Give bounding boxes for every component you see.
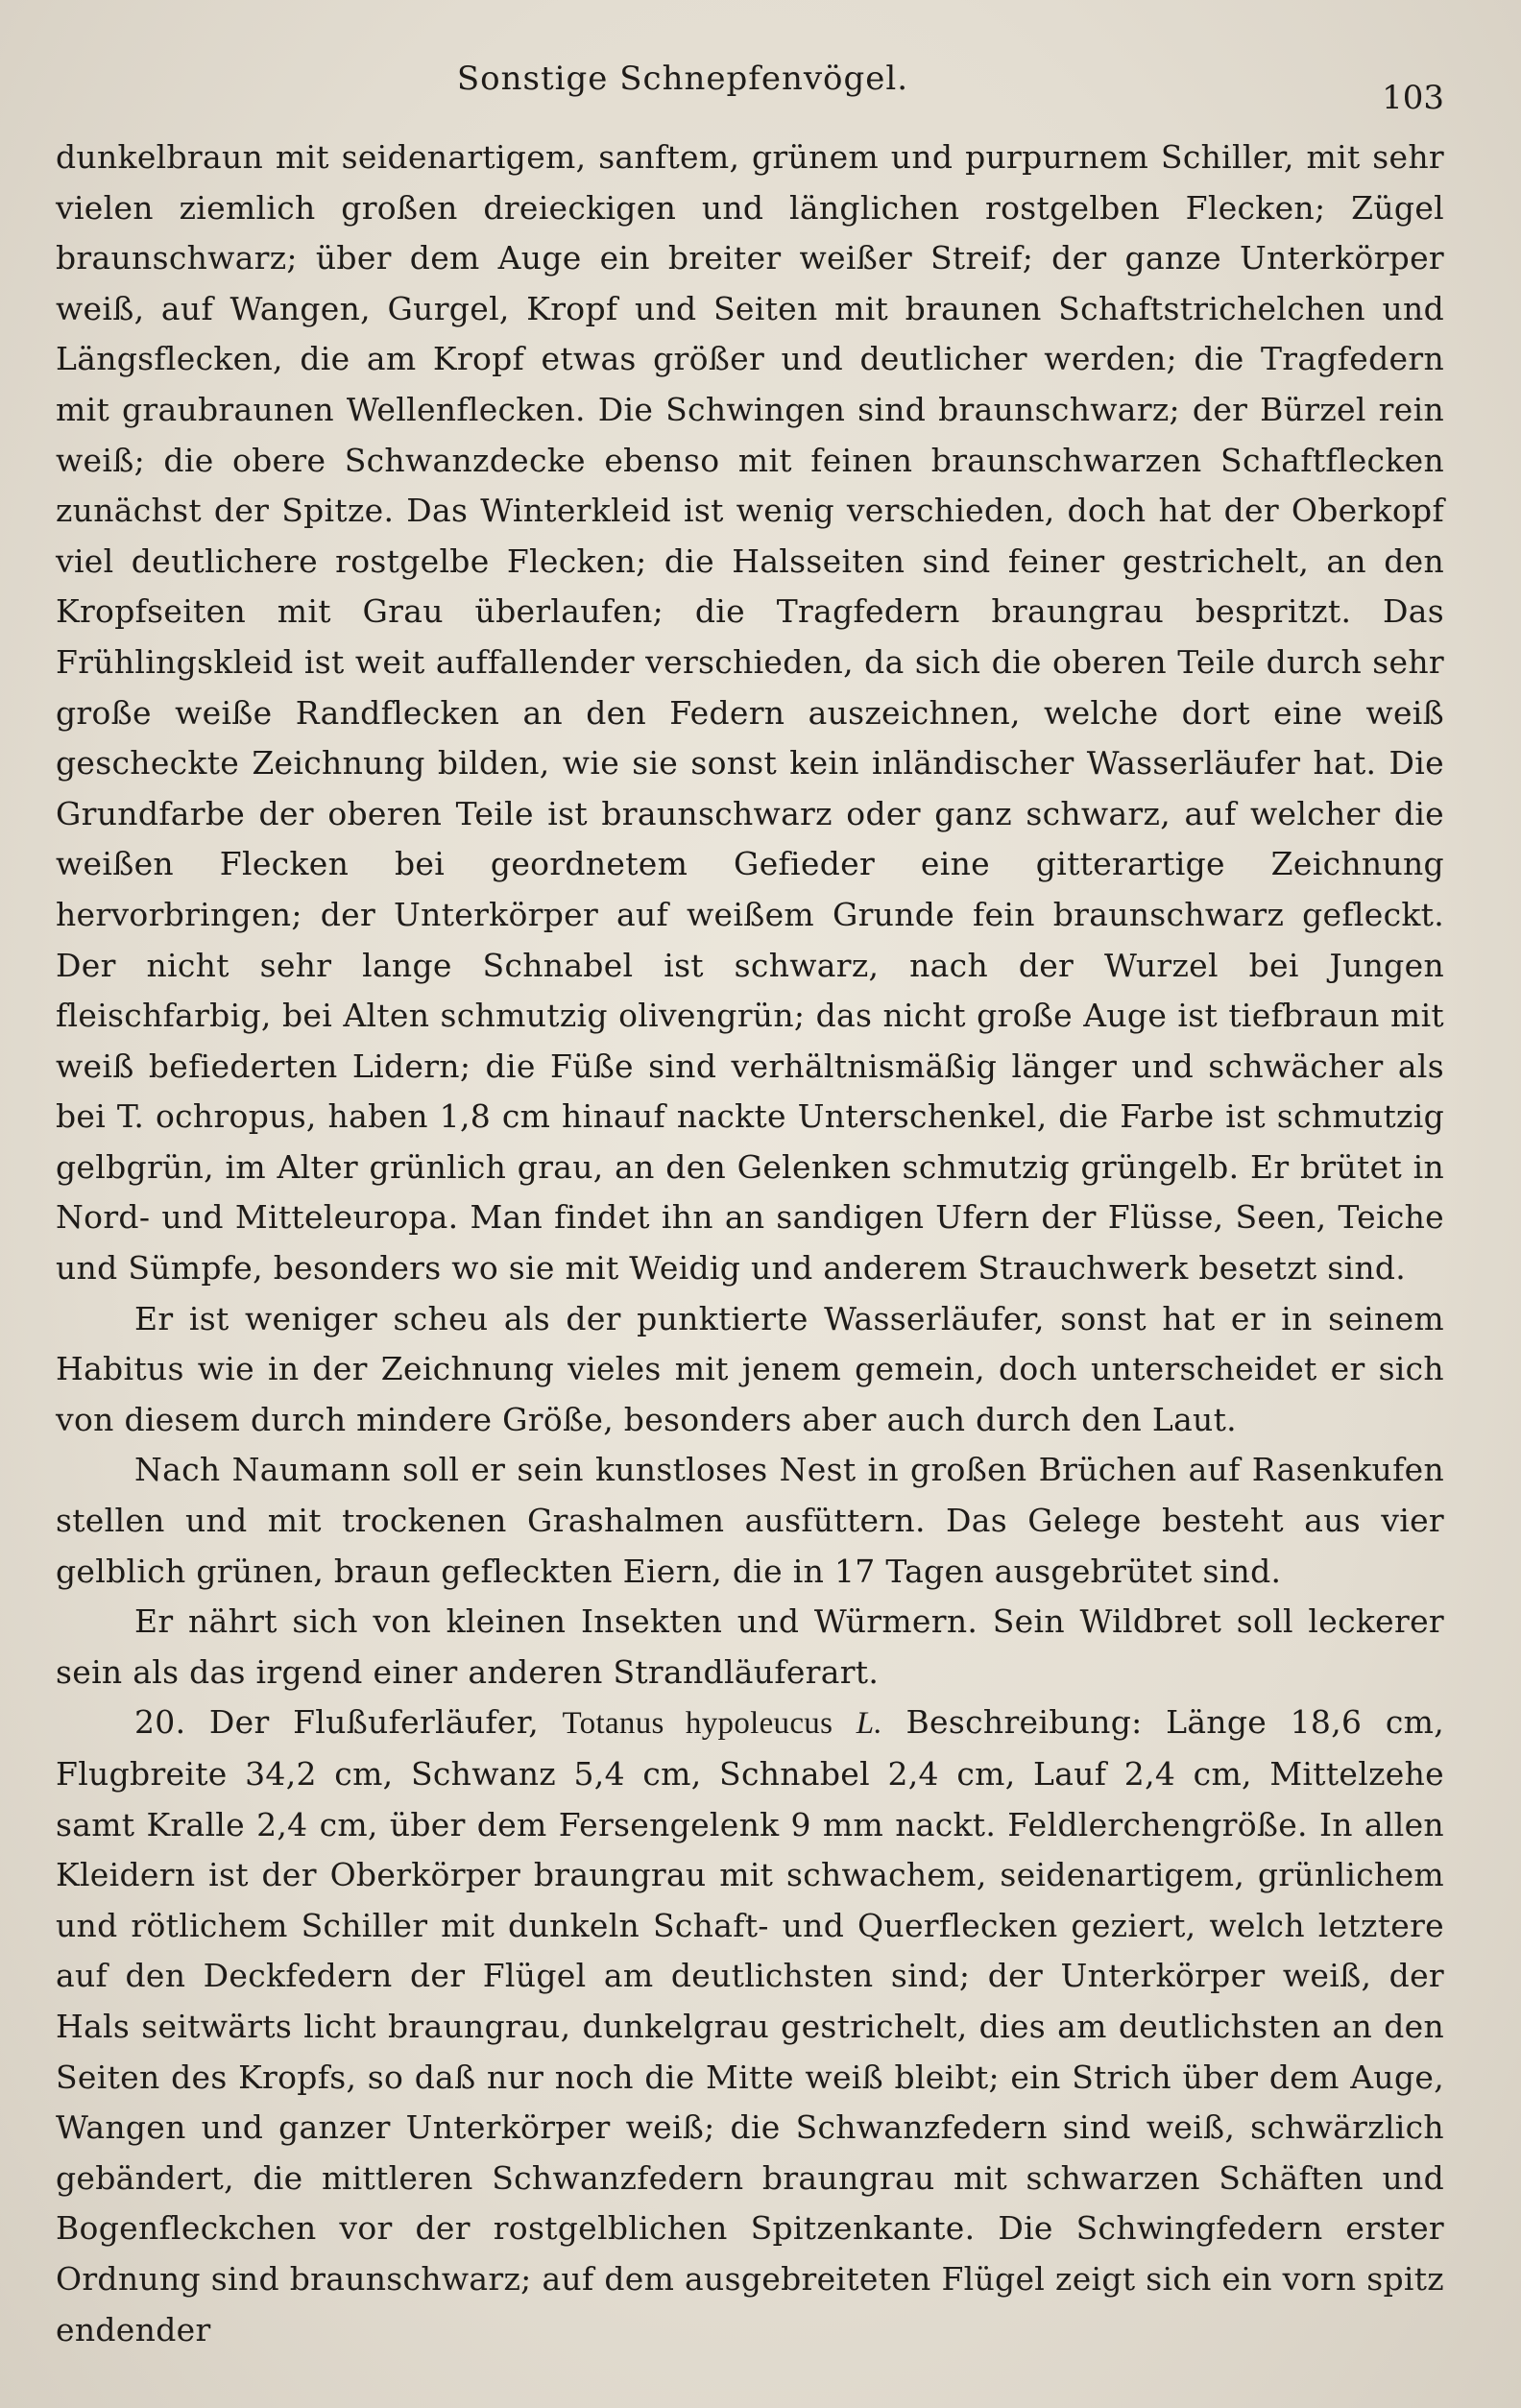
paragraph: dunkelbraun mit seidenartigem, sanftem, grünem und purpurnem Schiller, mit sehr vielen ziemlich großen dreieckigen und länglichen rostgelben Flecken; Zügel braunschwarz; über dem Auge ein breiter weißer Streif; der ganze Unterkörper weiß, auf Wangen, Gurgel, Kropf und Seiten mit braunen Schaftstrichelchen und Längsflecken, die am Kropf etwas größer und deutlicher werden; die Tragfedern mit graubraunen Wellenflecken. Die Schwingen sind braunschwarz; der Bürzel rein weiß; die obere Schwanzdecke ebenso mit feinen braunschwarzen Schaftflecken zunächst der Spitze. Das Winterkleid ist wenig verschieden, doch hat der Oberkopf viel deutlichere rostgelbe Flecken; die Halsseiten sind feiner gestrichelt, an den Kropfseiten mit Grau überlaufen; die Tragfedern braungrau bespritzt. Das Frühlingskleid ist weit auffallender verschieden, da sich die oberen Teile durch sehr große weiße Randflecken an den Federn auszeichnen, welche dort eine weiß gescheckte Zeichnung bilden, wie sie sonst kein inländischer Wasserläufer hat. Die Grundfarbe der oberen Teile ist braunschwarz oder ganz schwarz, auf welcher die weißen Flecken bei geordnetem Gefieder eine gitterartige Zeichnung hervorbringen; der Unterkörper auf weißem Grunde fein braunschwarz gefleckt. Der nicht sehr lange Schnabel ist schwarz, nach der Wurzel bei Jungen fleischfarbig, bei Alten schmutzig olivengrün; das nicht große Auge ist tiefbraun mit weiß befiederten Lidern; die Füße sind verhältnismäßig länger und schwächer als bei T. ochropus, haben 1,8 cm hinauf nackte Unterschenkel, die Farbe ist schmutzig gelbgrün, im Alter grünlich grau, an den Gelenken schmutzig grüngelb. Er brütet in Nord- und Mitteleuropa. Man findet ihn an sandigen Ufern der Flüsse, Seen, Teiche und Sümpfe, besonders wo sie mit Weidig und anderem Strauchwerk besetzt sind. (56, 138, 1444, 1288)
entry-author: L. (856, 1706, 882, 1742)
page-number: 103 (1382, 79, 1444, 117)
entry-number: 20. (134, 1703, 186, 1742)
entry-latin-name: Totanus hypoleucus (562, 1706, 833, 1742)
paragraph: Er nährt sich von kleinen Insekten und Würmern. Sein Wildbret soll leckerer sein als das irgend einer anderen Strandläuferart. (56, 1602, 1444, 1691)
running-head (56, 48, 1444, 115)
entry-20 (56, 1698, 1444, 2355)
body-text (56, 132, 1444, 2355)
paragraph: Er ist weniger scheu als der punktierte Wasserläufer, sonst hat er in seinem Habitus wie in der Zeichnung vieles mit jenem gemein, doch unterscheidet er sich von diesem durch mindere Größe, besonders aber auch durch den Laut. (56, 1299, 1444, 1438)
entry-description: Beschreibung: Länge 18,6 cm, Flugbreite 34,2 cm, Schwanz 5,4 cm, Schnabel 2,4 cm, Lauf 2,4 cm, Mittelzehe samt Kralle 2,4 cm, über dem Fersengelenk 9 mm nackt. Feldlerchengröße. In allen Kleidern ist der Oberkörper braungrau mit schwachem, seidenartigem, grünlichem und rötlichem Schiller mit dunkeln Schaft- und Querflecken geziert, welch letztere auf den Deckfedern der Flügel am deutlichsten sind; der Unterkörper weiß, der Hals seitwärts licht braungrau, dunkelgrau gestrichelt, dies am deutlichsten an den Seiten des Kropfs, so daß nur noch die Mitte weiß bleibt; ein Strich über dem Auge, Wangen und ganzer Unterkörper weiß; die Schwanzfedern sind weiß, schwärzlich gebändert, die mittleren Schwanzfedern braungrau mit schwarzen Schäften und Bogenfleckchen vor der rostgelblichen Spitzenkante. Die Schwingfedern erster Ordnung sind braunschwarz; auf dem ausgebreiteten Flügel zeigt sich ein vorn spitz endender (56, 1703, 1444, 2348)
entry-name: Der Flußuferläufer, (208, 1703, 539, 1742)
paragraph: Nach Naumann soll er sein kunstloses Nest in großen Brüchen auf Rasenkufen stellen und mit trockenen Grashalmen ausfüttern. Das Gelege besteht aus vier gelblich grünen, braun gefleckten Eiern, die in 17 Tagen ausgebrütet sind. (56, 1451, 1444, 1590)
running-title: Sonstige Schnepfenvögel. (456, 60, 909, 98)
